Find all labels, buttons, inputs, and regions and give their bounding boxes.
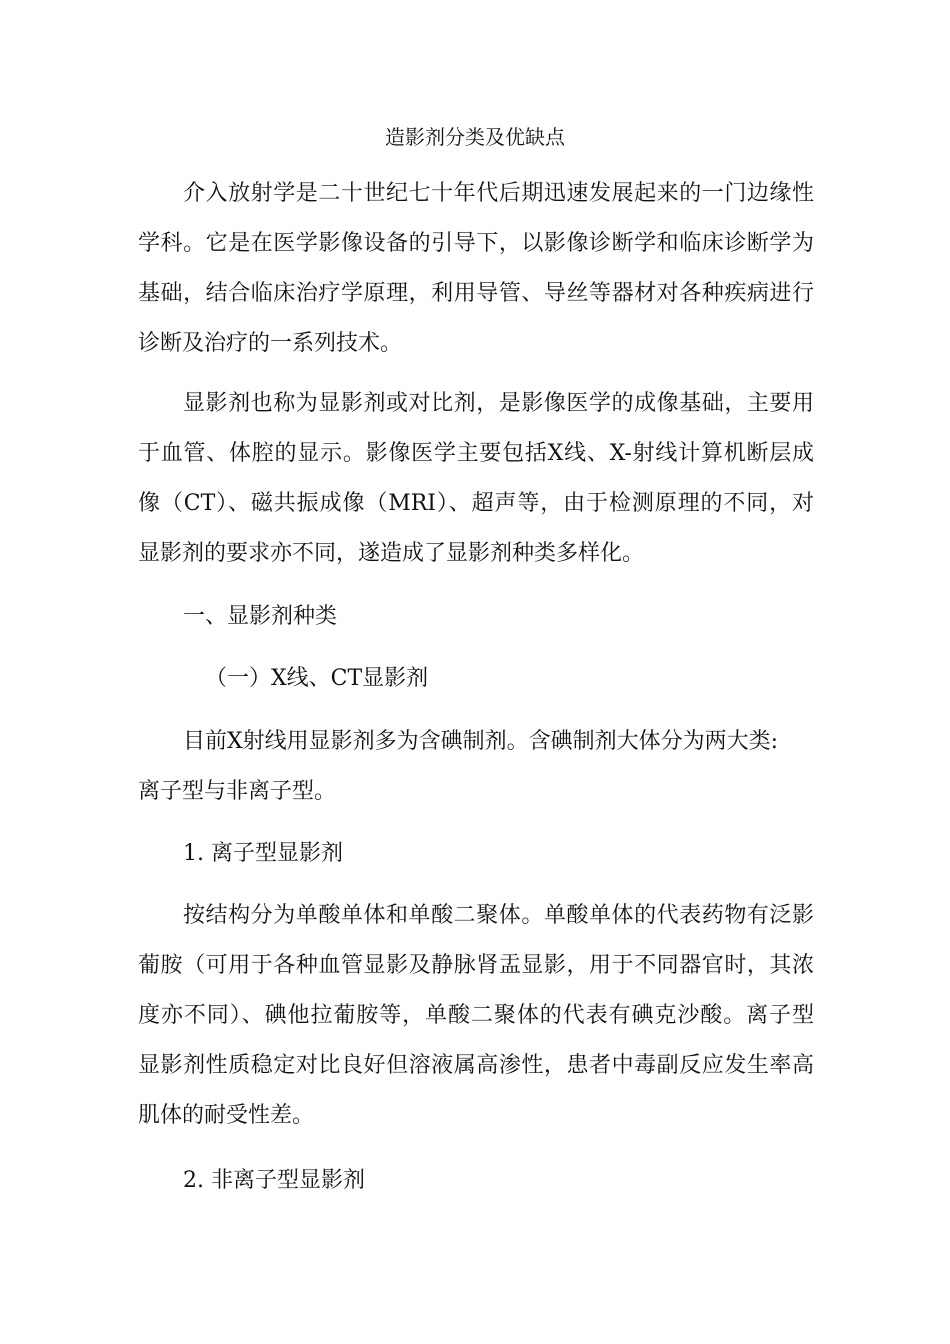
paragraph-1-line-4: 诊断及治疗的一系列技术。: [138, 331, 403, 356]
paragraph-4-line-4: 显影剂性质稳定对比良好但溶液属高渗性，患者中毒副反应发生率高: [138, 1053, 814, 1078]
subsection-heading-1: （一）X线、CT显影剂: [205, 666, 429, 691]
paragraph-2-line-3: 像（CT）、磁共振成像（MRI）、超声等，由于检测原理的不同，对: [138, 491, 814, 516]
paragraph-4-line-1: 按结构分为单酸单体和单酸二聚体。单酸单体的代表药物有泛影: [183, 903, 814, 928]
paragraph-3-line-1: 目前X射线用显影剂多为含碘制剂。含碘制剂大体分为两大类:: [183, 729, 779, 754]
section-heading-3: 2. 非离子型显影剂: [183, 1168, 365, 1193]
paragraph-1-line-2: 学科。它是在医学影像设备的引导下，以影像诊断学和临床诊断学为: [138, 231, 814, 256]
paragraph-4-line-2: 葡胺（可用于各种血管显影及静脉肾盂显影，用于不同器官时，其浓: [138, 953, 814, 978]
paragraph-4-line-5: 肌体的耐受性差。: [138, 1103, 315, 1128]
paragraph-3-line-2: 离子型与非离子型。: [138, 779, 337, 804]
paragraph-2-line-2: 于血管、体腔的显示。影像医学主要包括X线、X-射线计算机断层成: [138, 441, 814, 466]
paragraph-1-line-1: 介入放射学是二十世纪七十年代后期迅速发展起来的一门边缘性: [183, 181, 814, 206]
section-heading-1: 一、显影剂种类: [183, 604, 338, 629]
paragraph-1-line-3: 基础，结合临床治疗学原理，利用导管、导丝等器材对各种疾病进行: [138, 281, 814, 306]
paragraph-2-line-4: 显影剂的要求亦不同，遂造成了显影剂种类多样化。: [138, 541, 645, 566]
document-title: 造影剂分类及优缺点: [385, 125, 565, 149]
section-heading-2: 1. 离子型显影剂: [183, 841, 343, 866]
paragraph-2-line-1: 显影剂也称为显影剂或对比剂，是影像医学的成像基础，主要用: [183, 391, 814, 416]
paragraph-4-line-3: 度亦不同）、碘他拉葡胺等，单酸二聚体的代表有碘克沙酸。离子型: [138, 1003, 814, 1028]
